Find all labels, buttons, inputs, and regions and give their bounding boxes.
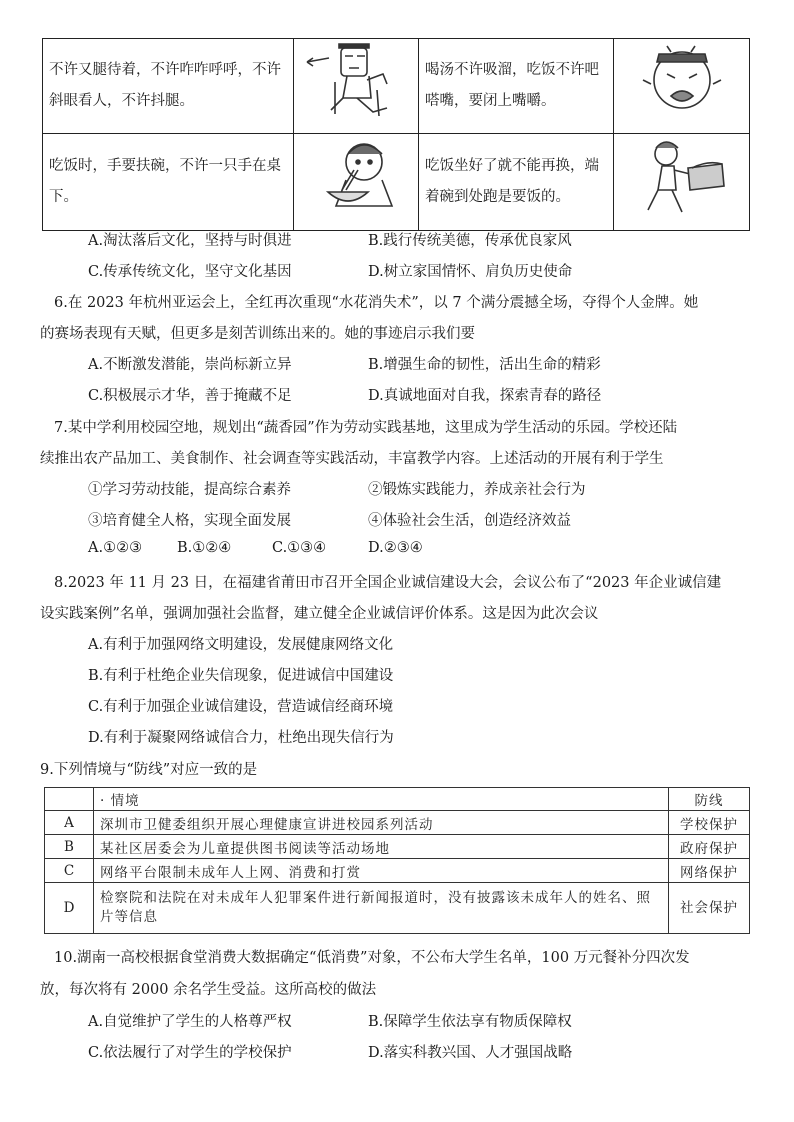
situation-cell: 网络平台限制未成年人上网、消费和打赏 — [94, 859, 669, 883]
table-row[interactable] — [45, 883, 750, 934]
option-c[interactable]: C.依法履行了对学生的学校保护 — [88, 1045, 292, 1061]
option-b[interactable]: B.增强生命的韧性，活出生命的精彩 — [368, 357, 601, 373]
person-eating-with-bowl-illustration — [294, 134, 419, 231]
defense-line-cell: 社会保护 — [669, 883, 750, 934]
statement-4: ④体验社会生活，创造经济效益 — [368, 513, 571, 529]
option-d[interactable]: D.②③④ — [368, 540, 423, 556]
option-d[interactable]: D.树立家国情怀、肩负历史使命 — [368, 264, 573, 280]
question-8-stem: 8.2023 年 11 月 23 日，在福建省莆田市召开全国企业诚信建设大会，会议公布了“2023 年企业诚信建 — [54, 575, 722, 591]
question-7-stem: 7.某中学利用校园空地，规划出“蔬香园”作为劳动实践基地，这里成为学生活动的乐园。学校还陆 — [54, 420, 678, 436]
option-d[interactable]: D.落实科教兴国、人才强国战略 — [368, 1045, 573, 1061]
table-row[interactable] — [45, 835, 750, 859]
rule-text: 喝汤不许吸溜，吃饭不许吧嗒嘴，要闭上嘴嚼。 — [419, 39, 614, 134]
person-slurping-soup-illustration — [614, 39, 750, 134]
question-10-stem-cont: 放，每次将有 2000 余名学生受益。这所高校的做法 — [40, 982, 377, 998]
option-c[interactable]: C.传承传统文化，坚守文化基因 — [88, 264, 292, 280]
question-9-stem: 9.下列情境与“防线”对应一致的是 — [40, 762, 258, 778]
situation-table — [44, 787, 750, 934]
option-b[interactable]: B.践行传统美德，传承优良家风 — [368, 233, 572, 249]
rule-text: 吃饭时，手要扶碗，不许一只手在桌下。 — [43, 134, 294, 231]
option-b[interactable]: B.有利于杜绝企业失信现象，促进诚信中国建设 — [88, 668, 394, 684]
row-label: B — [45, 835, 94, 859]
table-header — [45, 788, 94, 811]
statement-1: ①学习劳动技能，提高综合素养 — [88, 482, 291, 498]
row-label: D — [45, 883, 94, 934]
table-header: 防线 — [669, 788, 750, 811]
person-running-with-bowl-illustration — [614, 134, 750, 231]
option-a[interactable]: A.淘汰落后文化，坚持与时俱进 — [88, 233, 292, 249]
option-a[interactable]: A.不断激发潜能，崇尚标新立异 — [88, 357, 292, 373]
table-row[interactable] — [45, 811, 750, 835]
table-row[interactable] — [45, 859, 750, 883]
question-8-stem-cont: 设实践案例”名单，强调加强社会监督，建立健全企业诚信评价体系。这是因为此次会议 — [40, 606, 599, 622]
option-a[interactable]: A.有利于加强网络文明建设，发展健康网络文化 — [88, 637, 394, 653]
rules-table — [42, 38, 750, 231]
question-10-stem: 10.湖南一高校根据食堂消费大数据确定“低消费”对象，不公布大学生名单，100 万元餐补分四次发 — [54, 950, 690, 966]
situation-cell: 深圳市卫健委组织开展心理健康宣讲进校园系列活动 — [94, 811, 669, 835]
table-header: · 情境 — [94, 788, 669, 811]
situation-cell: 某社区居委会为儿童提供图书阅读等活动场地 — [94, 835, 669, 859]
question-7-stem-cont: 续推出农产品加工、美食制作、社会调查等实践活动，丰富教学内容。上述活动的开展有利于学生 — [40, 451, 664, 467]
option-a[interactable]: A.①②③ — [88, 540, 143, 556]
question-6-stem: 6.在 2023 年杭州亚运会上，全红再次重现“水花消失术”，以 7 个满分震撼全场，夺得个人金牌。她 — [54, 295, 699, 311]
rule-text: 吃饭坐好了就不能再换，端着碗到处跑是要饭的。 — [419, 134, 614, 231]
statement-3: ③培育健全人格，实现全面发展 — [88, 513, 291, 529]
statement-2: ②锻炼实践能力，养成亲社会行为 — [368, 482, 586, 498]
option-a[interactable]: A.自觉维护了学生的人格尊严权 — [88, 1014, 292, 1030]
defense-line-cell: 网络保护 — [669, 859, 750, 883]
option-b[interactable]: B.①②④ — [177, 540, 232, 556]
option-d[interactable]: D.真诚地面对自我，探索青春的路径 — [368, 388, 602, 404]
person-sitting-cross-legged-illustration — [294, 39, 419, 134]
option-c[interactable]: C.①③④ — [272, 540, 327, 556]
question-6-stem-cont: 的赛场表现有天赋，但更多是刻苦训练出来的。她的事迹启示我们要 — [40, 326, 475, 342]
option-d[interactable]: D.有利于凝聚网络诚信合力，杜绝出现失信行为 — [88, 730, 394, 746]
defense-line-cell: 学校保护 — [669, 811, 750, 835]
option-b[interactable]: B.保障学生依法享有物质保障权 — [368, 1014, 572, 1030]
situation-cell: 检察院和法院在对未成年人犯罪案件进行新闻报道时，没有披露该未成年人的姓名、照片等信息 — [94, 883, 669, 934]
defense-line-cell: 政府保护 — [669, 835, 750, 859]
option-c[interactable]: C.有利于加强企业诚信建设，营造诚信经商环境 — [88, 699, 394, 715]
option-c[interactable]: C.积极展示才华，善于掩藏不足 — [88, 388, 292, 404]
row-label: C — [45, 859, 94, 883]
row-label: A — [45, 811, 94, 835]
rule-text: 不许又腿待着，不许咋咋呼呼，不许斜眼看人，不许抖腿。 — [43, 39, 294, 134]
